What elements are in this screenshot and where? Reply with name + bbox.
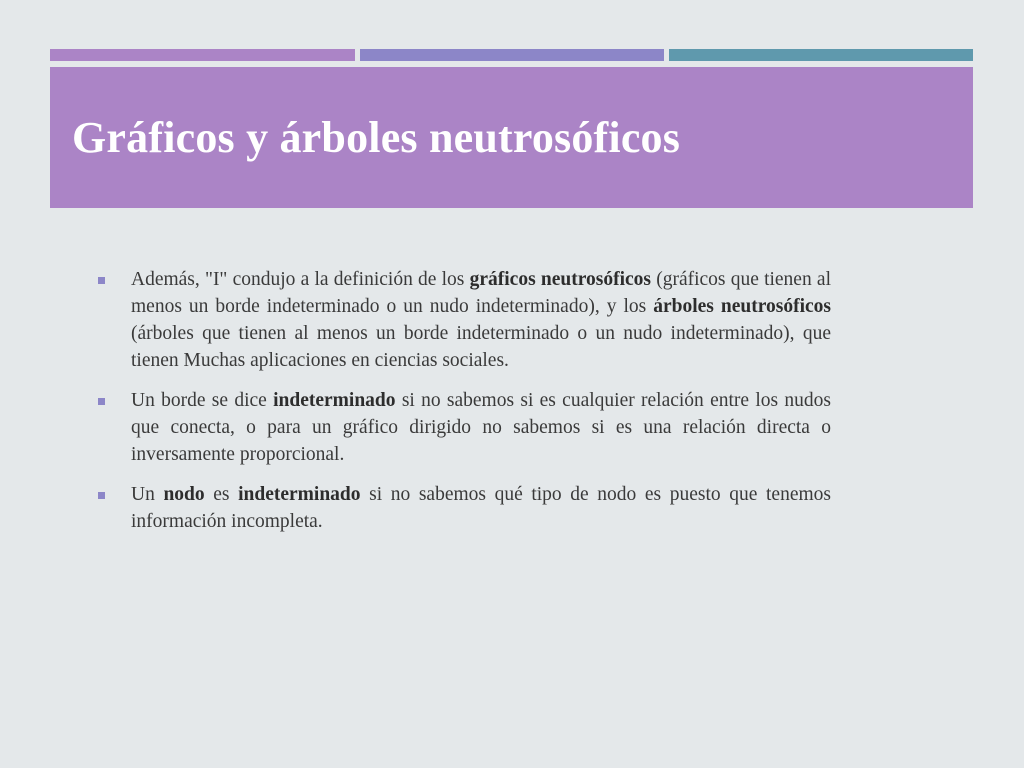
- text-segment: si no sabemos si es cualquier relación entre los nudos que conecta, o para un gráfico dirigido no sabemos si es una relación directa o inversamente proporcional.: [131, 390, 831, 465]
- bold-term: nodo: [163, 484, 205, 505]
- slide-title: Gráficos y árboles neutrosóficos: [72, 113, 681, 162]
- title-band: [50, 67, 973, 208]
- accent-stripe-teal: [669, 49, 973, 61]
- bullet-item: [95, 481, 831, 535]
- bullet-text: [131, 269, 831, 371]
- text-segment: (árboles que tienen al menos un borde indeterminado o un nudo indeterminado), que tienen Muchas aplicaciones en ciencias sociales.: [131, 323, 831, 371]
- accent-stripe-violet: [360, 49, 664, 61]
- accent-stripe-purple: [50, 49, 355, 61]
- square-bullet-icon: [98, 492, 105, 499]
- bullet-item: [95, 387, 831, 468]
- text-segment: Un borde se dice: [131, 390, 274, 411]
- bullet-text: [131, 390, 831, 465]
- bold-term: indeterminado: [238, 484, 361, 505]
- bold-term: árboles neutrosóficos: [653, 296, 831, 317]
- text-segment: Un: [131, 484, 164, 505]
- text-segment: es: [204, 484, 239, 505]
- square-bullet-icon: [98, 398, 105, 405]
- bullet-list: [95, 266, 831, 548]
- bold-term: gráficos neutrosóficos: [469, 269, 651, 290]
- text-segment: si no sabemos qué tipo de nodo es puesto que tenemos información incompleta.: [131, 484, 831, 532]
- bullet-item: [95, 266, 831, 374]
- bullet-text: [131, 484, 831, 532]
- text-segment: Además, "I" condujo a la definición de los: [131, 269, 470, 290]
- text-segment: (gráficos que tienen al menos un borde indeterminado o un nudo indeterminado), y los: [131, 269, 831, 317]
- square-bullet-icon: [98, 277, 105, 284]
- bold-term: indeterminado: [273, 390, 396, 411]
